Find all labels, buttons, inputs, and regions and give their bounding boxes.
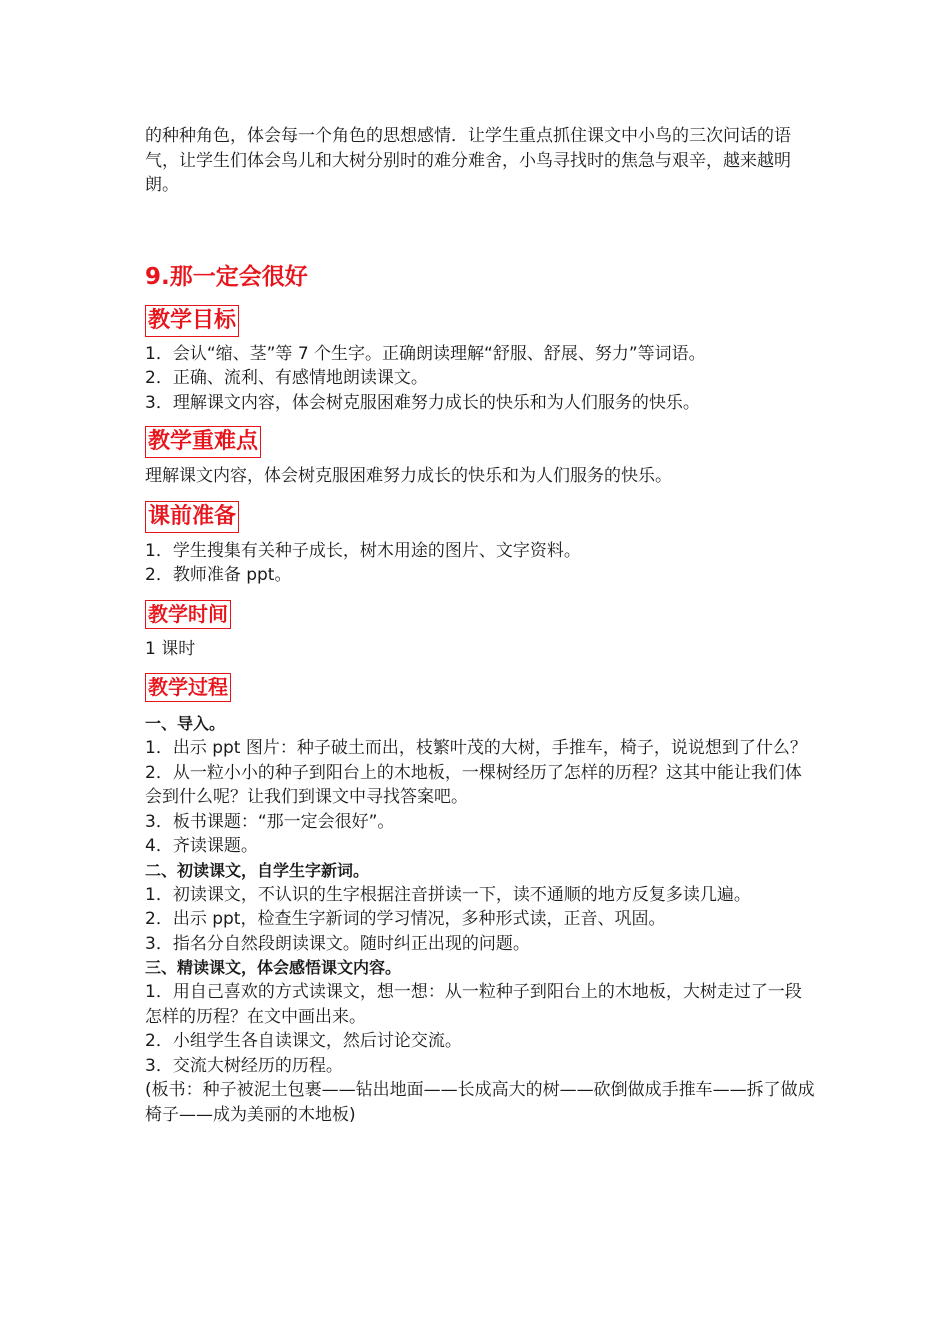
process-item: 1．用自己喜欢的方式读课文，想一想：从一粒种子到阳台上的木地板，大树走过了一段怎样的历程？在文中画出来。	[145, 982, 802, 1027]
heading-key-points: 教学重难点	[145, 426, 261, 458]
prep-list	[145, 539, 815, 588]
prep-item: 2．教师准备 ppt。	[145, 565, 292, 585]
process-item: (板书：种子被泥土包裹——钻出地面——长成高大的树——砍倒做成手推车——拆了做成椅子——成为美丽的木地板)	[145, 1080, 815, 1125]
heading-teaching-process: 教学过程	[145, 673, 231, 702]
heading-preparation: 课前准备	[145, 501, 239, 533]
process-item: 1．出示 ppt 图片：种子破土而出，枝繁叶茂的大树，手推车，椅子，说说想到了什么？	[145, 738, 807, 758]
process-item: 1．初读课文，不认识的生字根据注音拼读一下，读不通顺的地方反复多读几遍。	[145, 884, 751, 905]
process-item: 3．指名分自然段朗读课文。随时纠正出现的问题。	[145, 933, 530, 954]
intro-paragraph: 的种种角色，体会每一个角色的思想感情．让学生重点抓住课文中小鸟的三次问话的语气，让学生们体会鸟儿和大树分别时的难分难舍，小鸟寻找时的焦急与艰辛，越来越明朗。	[145, 126, 791, 195]
section-heading: 二、初读课文，自学生字新词。	[145, 860, 370, 880]
process-item: 2．从一粒小小的种子到阳台上的木地板，一棵树经历了怎样的历程？这其中能让我们体会到什么呢？让我们到课文中寻找答案吧。	[145, 762, 802, 807]
process-item: 2．小组学生各自读课文，然后讨论交流。	[145, 1031, 462, 1051]
process-item: 2．出示 ppt，检查生字新词的学习情况，多种形式读，正音、巩固。	[145, 909, 666, 929]
key-points-text: 理解课文内容，体会树克服困难努力成长的快乐和为人们服务的快乐。	[145, 466, 672, 486]
section-heading: 三、精读课文，体会感悟课文内容。	[145, 958, 402, 977]
heading-teaching-goals: 教学目标	[145, 305, 239, 337]
process-item: 3．板书课题：“那一定会很好”。	[145, 811, 395, 832]
prep-item: 1．学生搜集有关种子成长，树木用途的图片、文字资料。	[145, 540, 581, 561]
goals-list	[145, 342, 815, 416]
teaching-time-text: 1 课时	[145, 638, 196, 659]
document-page	[145, 124, 815, 1127]
lesson-title: 9.那一定会很好	[145, 263, 308, 290]
goal-item: 1．会认“缩、茎”等 7 个生字。正确朗读理解“舒服、舒展、努力”等词语。	[145, 343, 706, 364]
heading-teaching-time: 教学时间	[145, 600, 231, 629]
section-heading: 一、导入。	[145, 714, 226, 733]
process-item: 4．齐读课题。	[145, 836, 258, 856]
process-item: 3．交流大树经历的历程。	[145, 1055, 343, 1076]
process-body	[145, 712, 815, 1127]
goal-item: 2．正确、流利、有感情地朗读课文。	[145, 368, 428, 388]
goal-item: 3．理解课文内容，体会树克服困难努力成长的快乐和为人们服务的快乐。	[145, 392, 700, 413]
